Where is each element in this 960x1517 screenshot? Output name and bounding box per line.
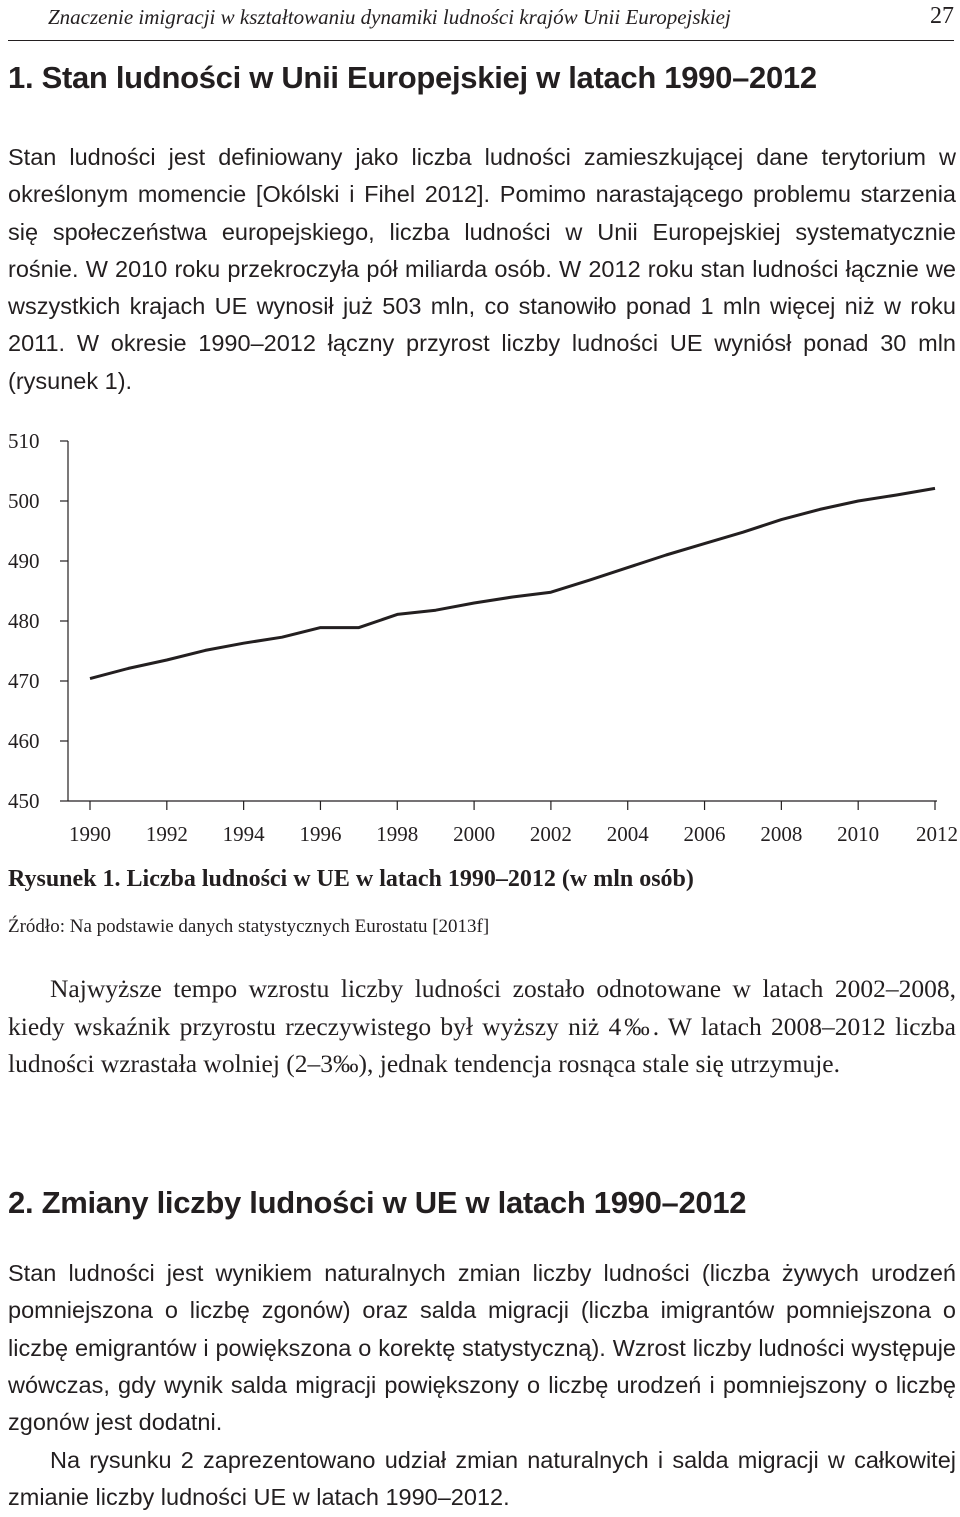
population-line-chart: [0, 415, 960, 855]
x-tick-label-2012: 2012: [916, 822, 958, 846]
figure-caption: Rysunek 1. Liczba ludności w UE w latach 1990–2012 (w mln osób): [8, 866, 694, 892]
running-header: [8, 0, 954, 41]
running-header-title: Znaczenie imigracji w kształtowaniu dynamiki ludności krajów Unii Europejskiej: [48, 5, 731, 29]
section2-paragraph-2: Na rysunku 2 zaprezentowano udział zmian naturalnych i salda migracji w całkowitej zmianie liczby ludności UE w latach 1990–2012.: [8, 1447, 956, 1511]
x-tick-label-1990: 1990: [69, 822, 111, 846]
y-tick-label-490: 490: [8, 549, 40, 573]
series-line-0: [90, 488, 935, 678]
x-tick-label-2008: 2008: [760, 822, 803, 846]
section1-heading: 1. Stan ludności w Unii Europejskiej w latach 1990–2012: [8, 60, 817, 95]
page-number: 27: [930, 3, 954, 29]
section2-paragraph-1: Stan ludności jest wynikiem naturalnych zmian liczby ludności (liczba żywych urodzeń pomniejszona o liczbę zgonów) oraz salda migracji (liczba imigrantów pomniejszona o liczbę emigrantów i powiększona o korektę statystyczną). Wzrost liczby ludności występuje wówczas, gdy wynik salda migracji powiększony o liczbę urodzeń i pomniejszony o liczbę zgonów jest dodatni.: [8, 1260, 956, 1436]
x-tick-label-2004: 2004: [606, 822, 649, 846]
x-tick-label-2006: 2006: [683, 822, 726, 846]
section2-heading: 2. Zmiany liczby ludności w UE w latach 1990–2012: [8, 1185, 747, 1220]
section1-paragraph: Stan ludności jest definiowany jako liczba ludności zamieszkującej dane terytorium w określonym momencie [Okólski i Fihel 2012]. Pomimo narastającego problemu starzenia się społeczeństwa europejskiego, liczba ludności w Unii Europejskiej systematycznie rośnie. W 2010 roku przekroczyła pół miliarda osób. W 2012 roku stan ludności łącznie we wszystkich krajach UE wynosił już 503 mln, co stanowiło ponad 1 mln więcej niż w roku 2011. W okresie 1990–2012 łączny przyrost liczby ludności UE wyniósł ponad 30 mln (rysunek 1).: [8, 144, 956, 394]
y-tick-label-450: 450: [8, 789, 40, 813]
y-tick-label-470: 470: [8, 669, 40, 693]
x-axis: [68, 801, 958, 846]
x-tick-label-2002: 2002: [529, 822, 572, 846]
y-tick-label-460: 460: [8, 729, 40, 753]
x-tick-label-1998: 1998: [376, 822, 419, 846]
after-figure-paragraph: Najwyższe tempo wzrostu liczby ludności zostało odnotowane w latach 2002–2008, kiedy wskaźnik przyrostu rzeczywistego był wyższy niż 4‰. W latach 2008–2012 liczba ludności wzrastała wolniej (2–3‰), jednak tendencja rosnąca stale się utrzymuje.: [8, 974, 956, 1078]
x-tick-label-1996: 1996: [299, 822, 342, 846]
y-axis: [8, 429, 68, 813]
y-tick-label-480: 480: [8, 609, 40, 633]
x-tick-label-1992: 1992: [145, 822, 188, 846]
x-tick-label-1994: 1994: [222, 822, 265, 846]
x-tick-label-2000: 2000: [453, 822, 496, 846]
y-tick-label-510: 510: [8, 429, 40, 453]
figure-source: Źródło: Na podstawie danych statystycznych Eurostatu [2013f]: [8, 916, 490, 937]
series-area: [90, 488, 935, 678]
y-tick-label-500: 500: [8, 489, 40, 513]
x-tick-label-2010: 2010: [837, 822, 880, 846]
